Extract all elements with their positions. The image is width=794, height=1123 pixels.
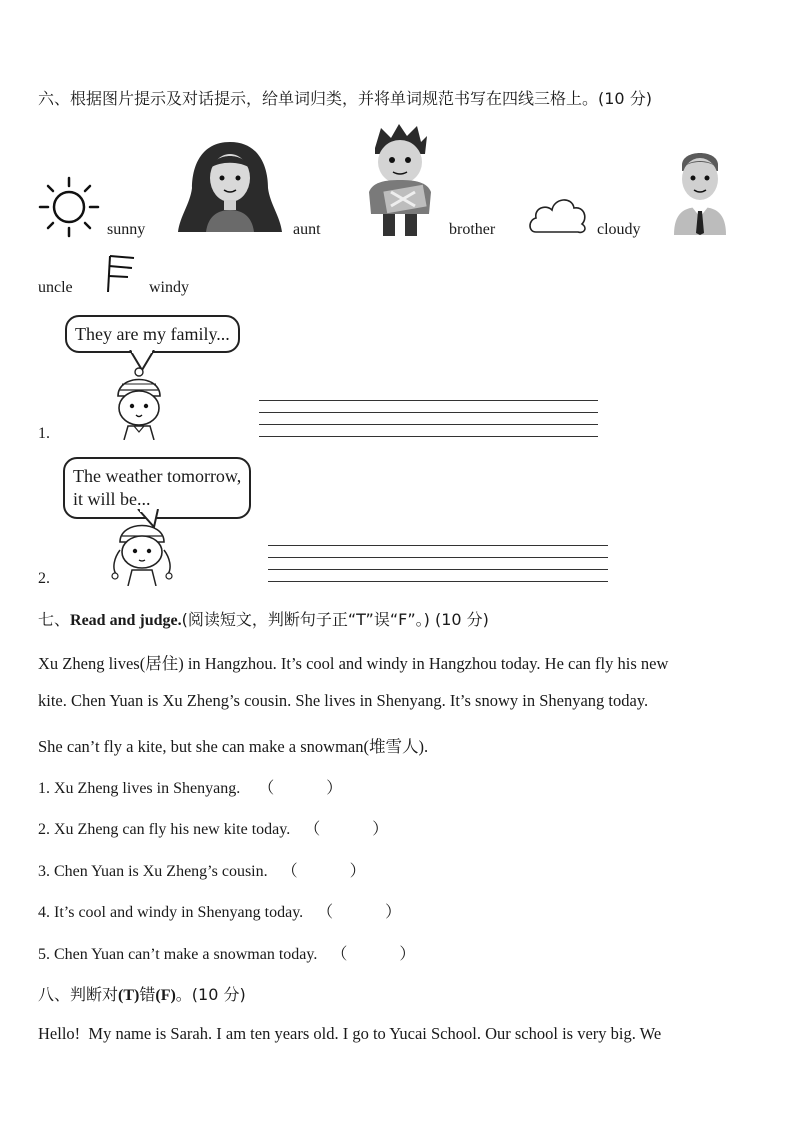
section7-title bbox=[38, 607, 489, 630]
section7-title-rest: (阅读短文，判断句子正“T”误“F”。) (10 分) bbox=[181, 610, 489, 629]
word-sunny: sunny bbox=[107, 221, 146, 238]
answer-paren-close: ） bbox=[326, 780, 343, 797]
section8-title bbox=[38, 982, 246, 1005]
question-4 bbox=[38, 899, 401, 922]
section7-title-prefix: 七、 bbox=[38, 610, 71, 629]
speech-line-2: it will be... bbox=[73, 489, 151, 509]
sun-icon bbox=[38, 176, 100, 238]
section8-title-f: (F) bbox=[155, 987, 176, 1004]
answer-paren-open: （ bbox=[258, 780, 275, 797]
question-text: 2. Xu Zheng can fly his new kite today. bbox=[38, 821, 291, 838]
word-aunt: aunt bbox=[293, 221, 321, 238]
answer-paren-close: ） bbox=[349, 863, 366, 880]
question-text: 5. Chen Yuan can’t make a snowman today. bbox=[38, 946, 318, 963]
section8-passage-line-1: Hello! My name is Sarah. I am ten years old. I go to Yucai School. Our school is very big. We bbox=[38, 1024, 662, 1043]
question-3 bbox=[38, 858, 366, 881]
question-text: 1. Xu Zheng lives in Shenyang. bbox=[38, 780, 241, 797]
question-2 bbox=[38, 816, 388, 839]
question-1 bbox=[38, 775, 342, 798]
word-windy: windy bbox=[149, 279, 189, 296]
word-uncle: uncle bbox=[38, 279, 73, 296]
answer-paren-open: （ bbox=[331, 946, 348, 963]
question-text: 4. It’s cool and windy in Shenyang today. bbox=[38, 904, 304, 921]
section7-title-bold: Read and judge. bbox=[70, 612, 182, 629]
passage-line-2: kite. Chen Yuan is Xu Zheng’s cousin. She lives in Shenyang. It’s snowy in Shenyang today. bbox=[38, 691, 649, 710]
girl-long-hair-icon bbox=[176, 138, 284, 234]
boy-cartoon-icon bbox=[110, 366, 168, 440]
answer-paren-open: （ bbox=[281, 863, 298, 880]
answer-paren-open: （ bbox=[317, 904, 334, 921]
question-5 bbox=[38, 941, 415, 964]
answer-paren-close: ） bbox=[385, 904, 402, 921]
answer-paren-close: ） bbox=[399, 946, 416, 963]
section8-title-mid: 错 bbox=[139, 985, 156, 1004]
man-with-tie-icon bbox=[670, 145, 730, 235]
writing-lines-1[interactable] bbox=[259, 400, 598, 438]
section8-title-t: (T) bbox=[118, 987, 140, 1004]
word-brother: brother bbox=[449, 221, 496, 238]
item-number-2: 2. bbox=[38, 570, 50, 587]
writing-lines-2[interactable] bbox=[268, 545, 608, 583]
section6-title: 六、根据图片提示及对话提示，给单词归类，并将单词规范书写在四线三格上。(10 分) bbox=[38, 89, 652, 108]
boy-with-kite-icon bbox=[355, 122, 445, 236]
passage-line-3: She can’t fly a kite, but she can make a snowman(堆雪人). bbox=[38, 737, 429, 756]
cloud-icon bbox=[526, 188, 590, 236]
speech-bubble-1: They are my family... bbox=[65, 315, 240, 353]
section8-title-rest: 。(10 分) bbox=[175, 985, 246, 1004]
girl-cartoon-icon bbox=[108, 516, 176, 586]
answer-paren-close: ） bbox=[372, 821, 389, 838]
word-cloudy: cloudy bbox=[597, 221, 641, 238]
speech-line-1: The weather tomorrow, bbox=[73, 466, 242, 486]
item-number-1: 1. bbox=[38, 425, 50, 442]
answer-paren-open: （ bbox=[304, 821, 321, 838]
flag-wind-icon bbox=[104, 252, 138, 294]
section8-title-prefix: 八、判断对 bbox=[38, 985, 119, 1004]
passage-line-1: Xu Zheng lives(居住) in Hangzhou. It’s cool and windy in Hangzhou today. He can fly his new bbox=[38, 654, 669, 673]
question-text: 3. Chen Yuan is Xu Zheng’s cousin. bbox=[38, 863, 268, 880]
